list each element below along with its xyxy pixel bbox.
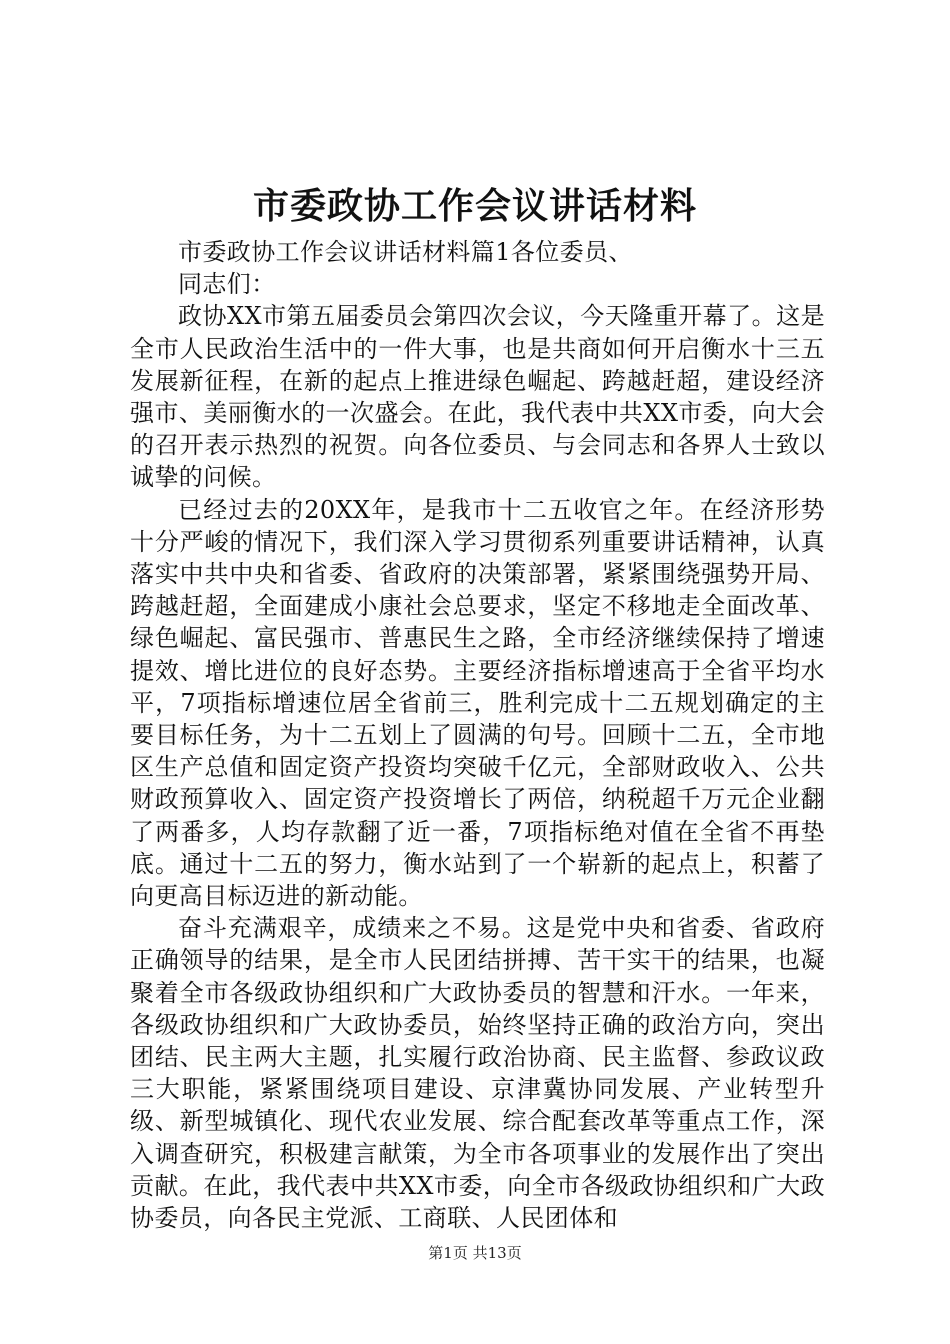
paragraph-review: 已经过去的20XX年，是我市十二五收官之年。在经济形势十分严峻的情况下，我们深入学习贯彻系列重要讲话精神，认真落实中共中央和省委、省政府的决策部署，紧紧围绕强势开局、跨越赶超，全面建成小康社会总要求，坚定不移地走全面改革、绿色崛起、富民强市、普惠民生之路，全市经济继续保持了增速提效、增比进位的良好态势。主要经济指标增速高于全省平均水平，7项指标增速位居全省前三，胜利完成十二五规划确定的主要目标任务，为十二五划上了圆满的句号。回顾十二五，全市地区生产总值和固定资产投资均突破千亿元，全部财政收入、公共财政预算收入、固定资产投资增长了两倍，纳税超千万元企业翻了两番多，人均存款翻了近一番，7项指标绝对值在全省不再垫底。通过十二五的努力，衡水站到了一个崭新的起点上，积蓄了向更高目标迈进的新动能。: [130, 495, 825, 911]
paragraph-opening: 政协XX市第五届委员会第四次会议，今天隆重开幕了。这是全市人民政治生活中的一件大事，也是共商如何开启衡水十三五发展新征程，在新的起点上推进绿色崛起、跨越赶超，建设经济强市、美丽衡水的一次盛会。在此，我代表中共XX市委，向大会的召开表示热烈的祝贺。向各位委员、与会同志和各界人士致以诚挚的问候。: [130, 302, 825, 492]
paragraph-heading-line: 市委政协工作会议讲话材料篇1各位委员、: [178, 238, 633, 266]
paragraph-salutation: 同志们：: [178, 270, 276, 299]
document-body: [130, 236, 825, 1234]
document-title: 市委政协工作会议讲话材料: [252, 185, 697, 227]
paragraph-achievements: 奋斗充满艰辛，成绩来之不易。这是党中央和省委、省政府正确领导的结果，是全市人民团结拼搏、苦干实干的结果，也凝聚着全市各级政协组织和广大政协委员的智慧和汗水。一年来，各级政协组织和广大政协委员，始终坚持正确的政治方向，突出团结、民主两大主题，扎实履行政治协商、民主监督、参政议政三大职能，紧紧围绕项目建设、京津冀协同发展、产业转型升级、新型城镇化、现代农业发展、综合配套改革等重点工作，深入调查研究，积极建言献策，为全市各项事业的发展作出了突出贡献。在此，我代表中共XX市委，向全市各级政协组织和广大政协委员，向各民主党派、工商联、人民团体和: [130, 914, 825, 1233]
page-number-footer: 第1页 共13页: [428, 1244, 522, 1262]
